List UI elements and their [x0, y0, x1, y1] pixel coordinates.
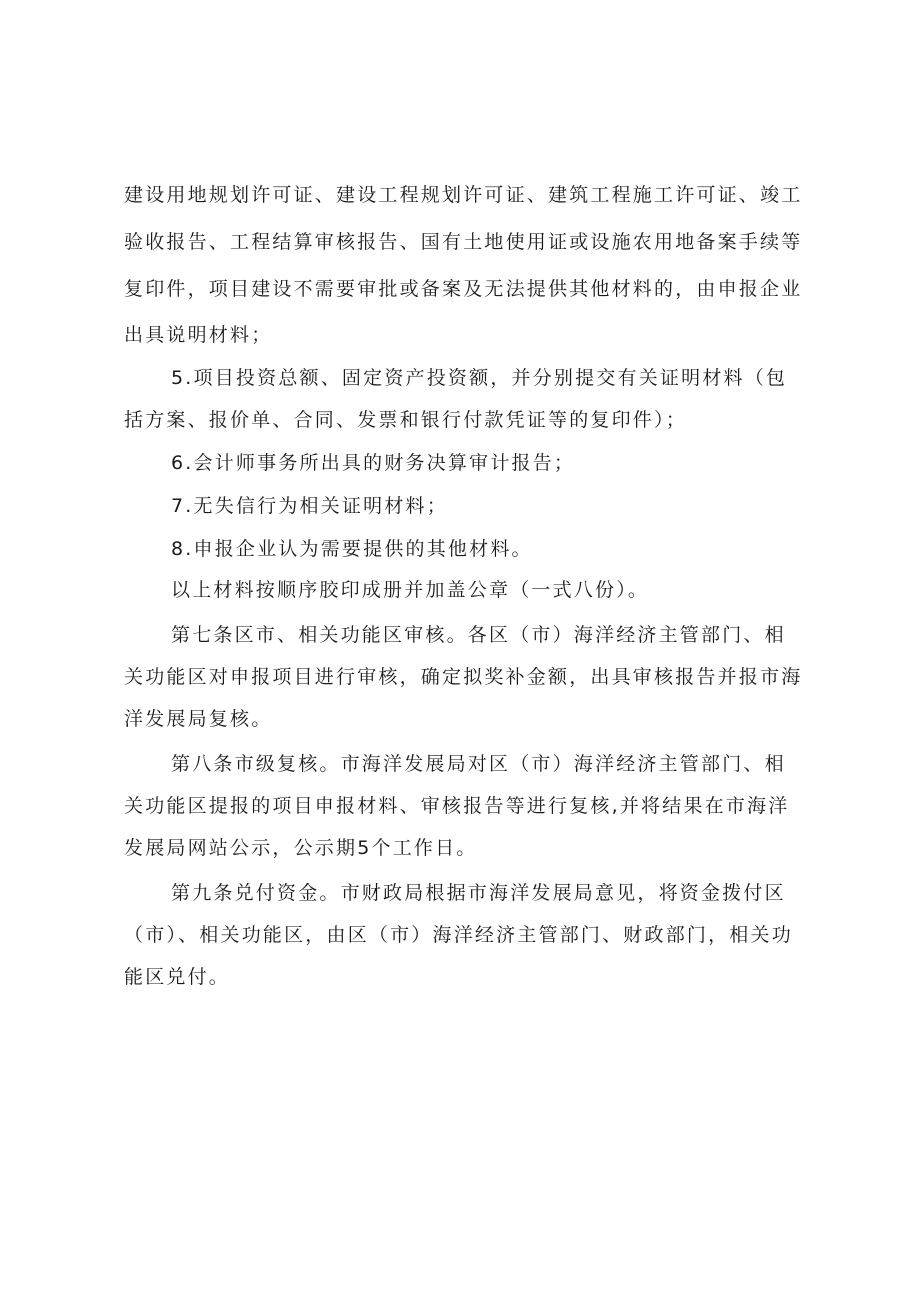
list-item-8: 8.申报企业认为需要提供的其他材料。 [171, 538, 533, 560]
paragraph-line: 出具说明材料； [124, 324, 273, 346]
paragraph-line: 建设用地规划许可证、建设工程规划许可证、建筑工程施工许可证、竣工 [124, 184, 803, 206]
article-9-line: 第九条兑付资金。市财政局根据市海洋发展局意见，将资金拨付区 [171, 882, 786, 904]
list-item-7: 7.无失信行为相关证明材料； [171, 495, 448, 517]
paragraph-line: 洋发展局复核。 [124, 708, 273, 730]
paragraph-line: （市）、相关功能区，由区（市）海洋经济主管部门、财政部门，相关功 [124, 924, 793, 946]
summary-paragraph: 以上材料按顺序胶印成册并加盖公章（一式八份）。 [171, 579, 650, 601]
paragraph-line: 复印件，项目建设不需要审批或备案及无法提供其他材料的，由申报企业 [124, 278, 803, 300]
paragraph-line: 能区兑付。 [124, 966, 231, 988]
paragraph-line: 括方案、报价单、合同、发票和银行付款凭证等的复印件）； [124, 409, 687, 431]
paragraph-line: 发展局网站公示，公示期5个工作日。 [124, 837, 478, 859]
paragraph-line: 关功能区对申报项目进行审核，确定拟奖补金额，出具审核报告并报市海 [124, 666, 803, 688]
article-7-line: 第七条区市、相关功能区审核。各区（市）海洋经济主管部门、相 [171, 624, 786, 646]
paragraph-line: 关功能区提报的项目申报材料、审核报告等进行复核,并将结果在市海洋 [124, 795, 790, 817]
paragraph-line: 验收报告、工程结算审核报告、国有土地使用证或设施农用地备案手续等 [124, 231, 803, 253]
article-8-line: 第八条市级复核。市海洋发展局对区（市）海洋经济主管部门、相 [171, 753, 786, 775]
list-item-5: 5.项目投资总额、固定资产投资额，并分别提交有关证明材料（包 [171, 367, 788, 389]
list-item-6: 6.会计师事务所出具的财务决算审计报告； [171, 452, 576, 474]
